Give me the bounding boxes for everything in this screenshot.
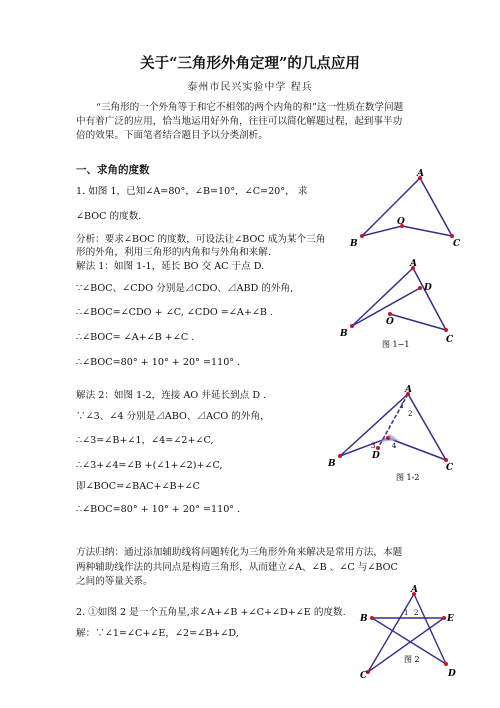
fig2-label-c: C	[360, 671, 368, 680]
figure-2-pentagram	[356, 584, 466, 680]
fig11-label-d: D	[424, 283, 432, 293]
fig11-label-b: B	[340, 329, 348, 339]
problem1-line-1: 1. 如图 1，已知∠A=80°，∠B=10°，∠C=20°， 求	[76, 186, 308, 197]
fig2-label-d: D	[448, 669, 456, 679]
fig2-label-a: A	[411, 585, 418, 595]
figure-1-1-triangle	[338, 258, 463, 353]
solution2-line-1: 解法 2：如图 1-2，连接 AO 并延长到点 D .	[76, 390, 267, 401]
figure-1-2-triangle	[328, 384, 468, 484]
problem2-line-2: 解：∵∠1=∠C+∠E，∠2=∠B+∠D,	[76, 628, 239, 639]
fig12-label-d: D	[372, 451, 380, 461]
solution1-line-5: ∴∠BOC=80° + 10° + 20° =110° .	[76, 357, 241, 368]
fig1-label-o: O	[397, 217, 405, 227]
analysis-line-1: 分析：要求∠BOC 的度数，可设法让∠BOC 成为某个三角	[76, 234, 326, 245]
solution2-line-6: ∴∠BOC=80° + 10° + 20° =110° .	[76, 504, 241, 515]
solution1-line-4: ∴∠BOC= ∠A+∠B +∠C .	[76, 332, 195, 343]
solution2-line-3: ∴∠3=∠B+∠1，∠4=∠2+∠C,	[76, 435, 214, 446]
intro-line-3: 倍的效果。下面笔者结合题目予以分类剖析。	[76, 130, 268, 141]
method-line-1: 方法归纳：通过添加辅助线将问题转化为三角形外角来解决是常用方法，本题	[76, 547, 403, 558]
solution1-line-2: ∵∠BOC、∠CDO 分别是⊿CDO、⊿ABD 的外角,	[76, 283, 294, 294]
intro-line-1: “三角形的一个外角等于和它不相邻的两个内角的和”这一性质在数学问题	[96, 102, 404, 113]
method-line-2: 两种辅助线作法的共同点是构造三角形，从而建立∠A、∠B 、∠C 与∠BOC	[76, 562, 398, 573]
fig12-label-b: B	[328, 459, 336, 469]
author-line: 泰州市民兴实验中学 程兵	[187, 82, 313, 93]
fig1-label-c: C	[453, 239, 461, 249]
fig2-angle-2: 2	[414, 609, 419, 617]
fig2-angle-1: 1	[404, 609, 409, 617]
section-heading: 一、求角的度数	[76, 164, 150, 176]
fig12-angle-4: 4	[392, 442, 397, 450]
fig12-label-c: C	[446, 463, 454, 473]
page-title: 关于“三角形外角定理”的几点应用	[140, 55, 360, 72]
fig12-angle-3: 3	[371, 442, 376, 450]
fig11-label-a: A	[410, 259, 417, 269]
figure-1-triangle	[348, 168, 468, 250]
fig11-label-o: O	[386, 317, 394, 327]
fig2-label-e: E	[447, 614, 454, 624]
solution1-line-1: 解法 1：如图 1-1，延长 BO 交 AC 于点 D.	[76, 261, 265, 272]
method-line-3: 之间的等量关系。	[76, 576, 153, 587]
fig2-label-b: B	[360, 614, 368, 624]
solution2-line-5: 即∠BOC=∠BAC+∠B+∠C	[76, 481, 201, 492]
fig1-label-a: A	[417, 169, 424, 179]
fig11-label-c: C	[446, 335, 454, 345]
fig12-angle-1: 1	[400, 402, 405, 410]
solution1-line-3: ∴∠BOC=∠CDO + ∠C, ∠CDO =∠A+∠B .	[76, 307, 274, 318]
fig2-caption: 图 2	[404, 655, 420, 664]
fig11-caption: 图 1−1	[382, 340, 410, 349]
problem2-line-1: 2. ①如图 2 是一个五角星,求∠A+∠B +∠C+∠D+∠E 的度数.	[76, 607, 346, 618]
fig12-caption: 图 1-2	[396, 473, 420, 482]
analysis-line-2: 形的外角，利用三角形的内角和与外角和来解.	[76, 247, 271, 258]
fig12-label-a: A	[405, 385, 412, 395]
intro-line-2: 中有着广泛的应用，恰当地运用好外角，往往可以简化解题过程，起到事半功	[76, 116, 403, 127]
problem1-line-2: ∠BOC 的度数.	[76, 211, 142, 222]
solution2-line-2: ∵∠3、∠4 分别是⊿ABO、⊿ACO 的外角，	[76, 411, 270, 422]
solution2-line-4: ∴∠3+∠4=∠B +(∠1+∠2)+∠C,	[76, 460, 223, 471]
fig1-label-b: B	[350, 239, 358, 249]
fig12-angle-2: 2	[408, 410, 413, 418]
